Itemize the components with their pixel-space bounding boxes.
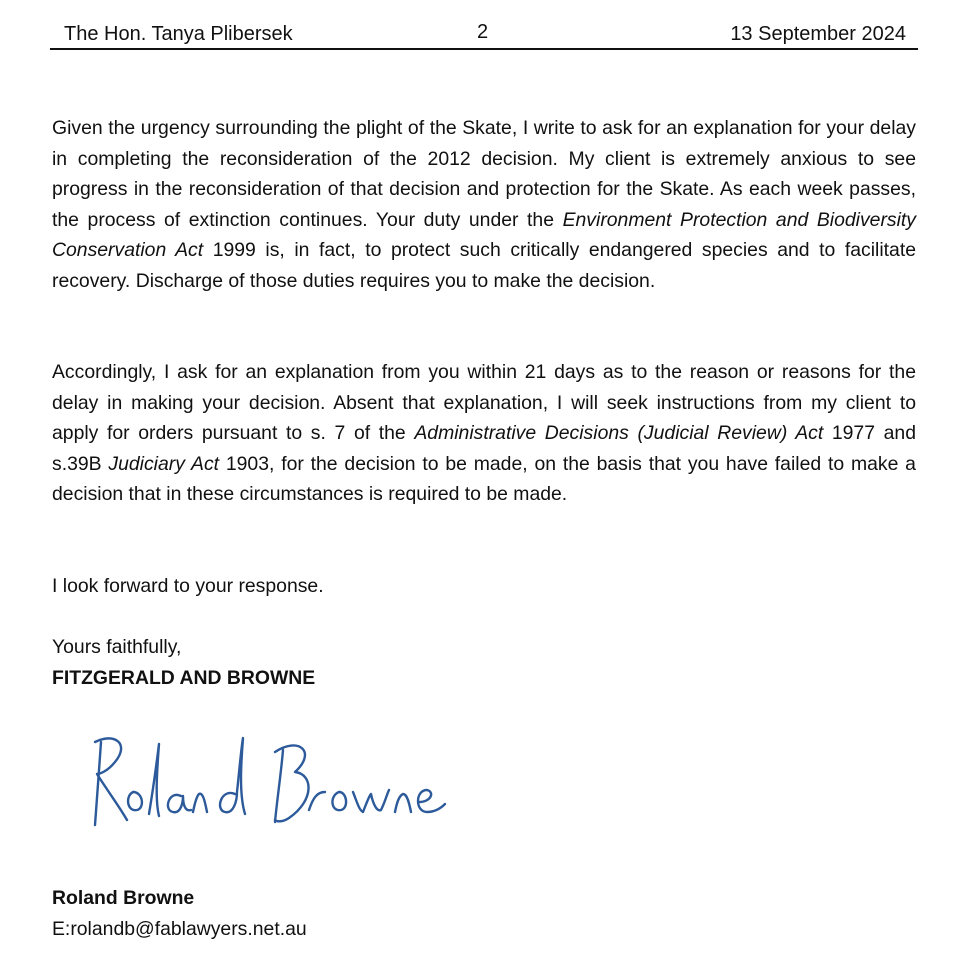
header-page-number: 2 [477, 21, 489, 43]
p2-act1-title: Administrative Decisions (Judicial Review) Act [414, 422, 824, 445]
p2-text-a: Accordingly, I ask for an explanation from you within 21 days as to the reason or reasons for the delay in making your decision. Absent that explanation, I will seek instructions from my client to apply for orders pursuant to s. 7 of the [52, 361, 916, 445]
closing-firm-name: FITZGERALD AND BROWNE [52, 666, 316, 689]
p1-act-title: Environment Protection and Biodiversity Conservation Act [52, 208, 916, 262]
p2-act2-title: Judiciary Act [108, 452, 220, 475]
p2-text-b: 1977 and s.39B [52, 422, 916, 475]
paragraph-delay-explanation [52, 113, 916, 297]
header-recipient: The Hon. Tanya Plibersek [64, 23, 293, 45]
closing-block [52, 632, 315, 693]
paragraph-look-forward: I look forward to your response. [52, 575, 324, 597]
p2-text-c: 1903, for the decision to be made, on the basis that you have failed to make a decision that in these circumstances is required to be made. [52, 452, 916, 506]
p1-text-a: Given the urgency surrounding the plight of the Skate, I write to ask for an explanation for your delay in completing the reconsideration of the 2012 decision. My client is extremely anxious to see progress in the reconsideration of that decision and protection for the Skate. As each week passes, the process of extinction continues. Your duty under the [52, 117, 916, 231]
header-date: 13 September 2024 [730, 23, 906, 45]
signer-email[interactable]: E:rolandb@fablawyers.net.au [52, 917, 307, 940]
closing-salutation: Yours faithfully, [52, 636, 182, 658]
signer-block [52, 883, 307, 944]
handwritten-signature [85, 730, 475, 840]
paragraph-request-explanation [52, 357, 916, 510]
p1-text-b: 1999 is, in fact, to protect such critically endangered species and to facilitate recovery. Discharge of those duties requires you to make the decision. [52, 239, 917, 292]
page-header [50, 18, 918, 50]
signer-name: Roland Browne [52, 887, 195, 909]
